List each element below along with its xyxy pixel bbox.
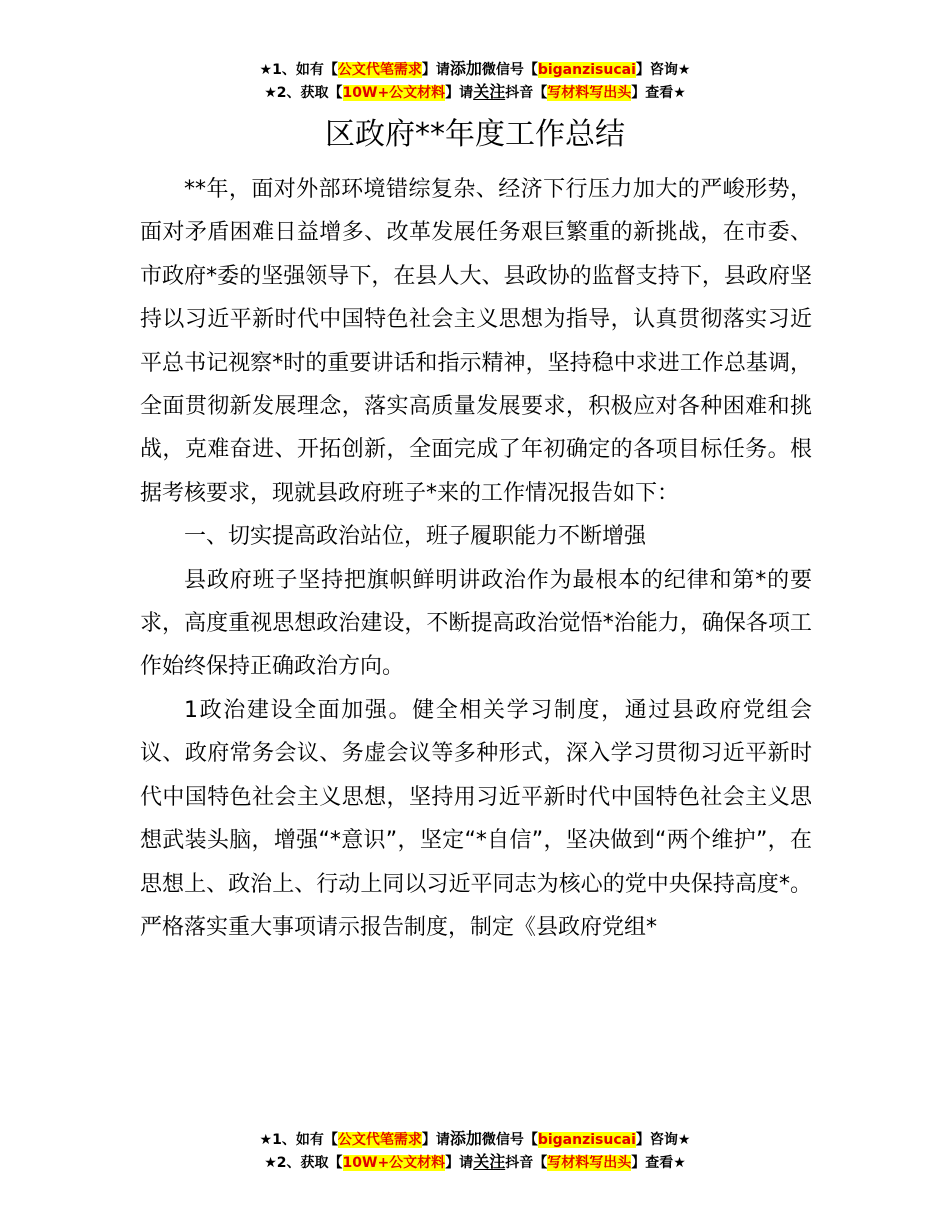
promo-text: 】咨询★ — [635, 1132, 691, 1148]
promo-banner-top — [0, 58, 950, 104]
promo-emphasis: 添加 — [449, 59, 482, 78]
promo-text: 】请 — [421, 1132, 450, 1148]
section-heading-1: 一、切实提高政治站位，班子履职能力不断增强 — [184, 524, 647, 550]
promo-text: ★2、获取【 — [264, 85, 343, 101]
promo-emphasis: 添加 — [449, 1129, 482, 1148]
promo-highlight: 10W+公文材料 — [342, 85, 446, 101]
promo-text: 】请 — [445, 1155, 474, 1171]
promo-text: ★2、获取【 — [264, 1155, 343, 1171]
promo-emphasis: 关注 — [473, 82, 506, 101]
promo-text: 】请 — [445, 85, 474, 101]
promo-line-2 — [0, 81, 950, 104]
promo-banner-bottom — [0, 1128, 950, 1174]
promo-line-1 — [0, 58, 950, 81]
promo-text: ★1、如有【 — [259, 1132, 338, 1148]
promo-text: ★1、如有【 — [259, 62, 338, 78]
promo-text: 抖音【 — [505, 1155, 548, 1171]
promo-highlight: 公文代笔需求 — [337, 1132, 422, 1148]
paragraph-item-1: 1政治建设全面加强。健全相关学习制度，通过县政府党组会议、政府常务会议、务虚会议等多种形式，深入学习贯彻习近平新时代中国特色社会主义思想，坚持用习近平新时代中国特色社会主义思想武装头脑，增强“*意识”，坚定“*自信”，坚决做到“两个维护”，在思想上、政治上、行动上同以习近平同志为核心的党中央保持高度*。严格落实重大事项请示报告制度，制定《县政府党组* — [140, 697, 812, 940]
douyin-id-highlight: 写材料写出头 — [547, 1155, 632, 1171]
document-body — [140, 168, 812, 949]
douyin-id-highlight: 写材料写出头 — [547, 85, 632, 101]
promo-text: 】查看★ — [631, 85, 686, 101]
promo-text: 】查看★ — [631, 1155, 686, 1171]
wechat-id-highlight: biganzisucai — [537, 1132, 636, 1148]
paragraph-section-1: 县政府班子坚持把旗帜鲜明讲政治作为最根本的纪律和第*的要求，高度重视思想政治建设，不断提高政治觉悟*治能力，确保各项工作始终保持正确政治方向。 — [140, 567, 812, 680]
promo-highlight: 公文代笔需求 — [337, 62, 422, 78]
promo-text: 抖音【 — [505, 85, 548, 101]
paragraph-intro: **年，面对外部环境错综复杂、经济下行压力加大的严峻形势，面对矛盾困难日益增多、改革发展任务艰巨繁重的新挑战，在市委、市政府*委的坚强领导下，在县人大、县政协的监督支持下，县政府坚持以习近平新时代中国特色社会主义思想为指导，认真贯彻落实习近平总书记视察*时的重要讲话和指示精神，坚持稳中求进工作总基调，全面贯彻新发展理念，落实高质量发展要求，积极应对各种困难和挑战，克难奋进、开拓创新，全面完成了年初确定的各项目标任务。根据考核要求，现就县政府班子*来的工作情况报告如下： — [140, 177, 812, 506]
wechat-id-highlight: biganzisucai — [537, 62, 636, 78]
promo-line-1 — [0, 1128, 950, 1151]
promo-text: 】请 — [421, 62, 450, 78]
document-title: 区政府**年度工作总结 — [325, 117, 625, 152]
promo-emphasis: 关注 — [473, 1152, 506, 1171]
promo-text: 微信号【 — [481, 62, 538, 78]
promo-text: 微信号【 — [481, 1132, 538, 1148]
promo-text: 】咨询★ — [635, 62, 691, 78]
promo-line-2 — [0, 1151, 950, 1174]
promo-highlight: 10W+公文材料 — [342, 1155, 446, 1171]
